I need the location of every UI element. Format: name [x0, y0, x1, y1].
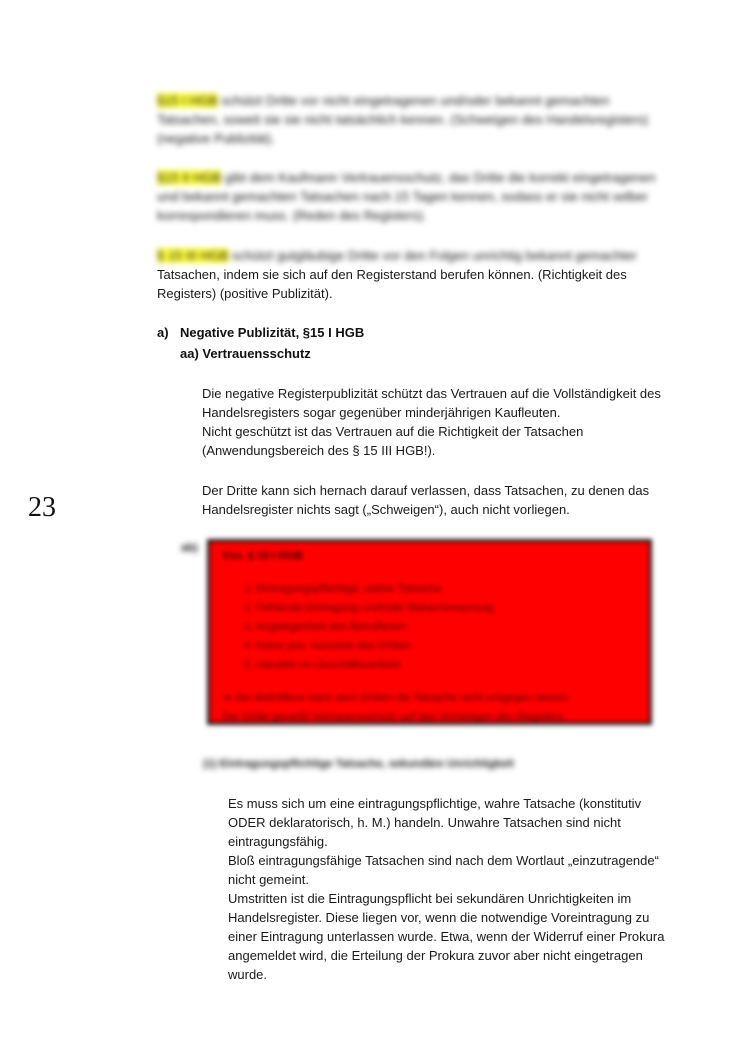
box-title: Vss. § 15 I HGB [222, 550, 303, 562]
intro-paragraph-2 [157, 168, 657, 225]
box-item: 4. Keine pos. Kenntnis des Dritten [244, 640, 411, 652]
box-item: 2. Fehlende Eintragung und/oder Bekanntmachung [244, 602, 494, 614]
page-number: 23 [28, 492, 56, 523]
ref-15-1-hgb: §15 I HGB [157, 93, 218, 108]
intro-paragraph-3-line-2: Tatsachen, indem sie sich auf den Registerstand berufen können. (Richtigkeit des [157, 267, 627, 282]
box-item: 1. Eintragungspflichtige, wahre Tatsache [244, 583, 442, 595]
sub1-line: Bloß eintragungsfähige Tatsachen sind nach dem Wortlaut „einzutragende“ [228, 853, 659, 868]
intro-paragraph-3-line-3: Registers) (positive Publizität). [157, 286, 333, 301]
sub1-line: Umstritten ist die Eintragungspflicht bei sekundären Unrichtigkeiten im [228, 891, 632, 906]
ref-15-3-hgb: § 15 III HGB [157, 248, 229, 263]
sub1-line: eintragungsfähig. [228, 834, 328, 849]
sub1-line: Handelsregister. Diese liegen vor, wenn die notwendige Voreintragung zu [228, 910, 650, 925]
box-side-label: ab) [181, 542, 198, 554]
intro-paragraph-3-line-1 [157, 246, 657, 265]
intro-p2-text: gibt dem Kaufmann Vertrauensschutz, das Dritte die korrekt eingetragenen und bekannt gemachten Tatsachen nach 15 Tagen kennen, sodass er sie nicht selber korrespondieren muss. (Reden des Registers). [157, 170, 656, 223]
vertrauen-p1-line: Die negative Registerpublizität schützt das Vertrauen auf die Vollständigkeit des [202, 386, 661, 401]
box-conclusion-line: Der Dritte genießt Vertrauensschutz auf das Schweigen des Registers. [222, 711, 567, 723]
sub1-line: wurde. [228, 967, 268, 982]
sub1-line: ODER deklaratorisch, h. M.) handeln. Unwahre Tatsachen sind nicht [228, 815, 621, 830]
vertrauen-p1-line: Nicht geschützt ist das Vertrauen auf die Richtigkeit der Tatsachen [202, 424, 584, 439]
box-conclusion-line: ➔ Der Betroffene kann dem Dritten die Tatsache nicht entgegen setzen. [222, 692, 571, 704]
vertrauen-p1-line: (Anwendungsbereich des § 15 III HGB!). [202, 443, 436, 458]
vertrauen-p2-line: Handelsregister nichts sagt („Schweigen“), auch nicht vorliegen. [202, 502, 570, 517]
intro-paragraph-1 [157, 91, 657, 148]
section-a-marker: a) [157, 325, 169, 340]
section-aa-title: aa) Vertrauensschutz [180, 346, 311, 361]
vertrauen-p1-line: Handelsregisters sogar gegenüber minderjährigen Kaufleuten. [202, 405, 561, 420]
box-item: 3. Angelegenheit des Betroffenen [244, 621, 407, 633]
vertrauen-p2-line: Der Dritte kann sich hernach darauf verlassen, dass Tatsachen, zu denen das [202, 483, 650, 498]
intro-p3-blurred-text: schützt gutgläubige Dritte vor den Folgen unrichtig bekannt gemachter [228, 248, 637, 263]
box-item: 5. Handeln im Geschäftsverkehr [244, 659, 402, 671]
subsection-1-heading: (1) Eintragungspflichtige Tatsache, sekundäre Unrichtigkeit [203, 758, 514, 770]
intro-p1-text: schützt Dritte vor nicht eingetragenen und/oder bekannt gemachten Tatsachen, soweit sie sie nicht tatsächlich kennen. (Schweigen des Handelsregisters) (negative Publizität). [157, 93, 649, 146]
sub1-line: angemeldet wird, die Erteilung der Prokura zuvor aber nicht eingetragen [228, 948, 643, 963]
section-a-title: Negative Publizität, §15 I HGB [180, 325, 365, 340]
ref-15-2-hgb: §15 II HGB [157, 170, 222, 185]
sub1-line: nicht gemeint. [228, 872, 309, 887]
sub1-line: einer Eintragung unterlassen wurde. Etwa, wenn der Widerruf einer Prokura [228, 929, 665, 944]
requirements-box [207, 539, 652, 725]
sub1-line: Es muss sich um eine eintragungspflichtige, wahre Tatsache (konstitutiv [228, 796, 642, 811]
